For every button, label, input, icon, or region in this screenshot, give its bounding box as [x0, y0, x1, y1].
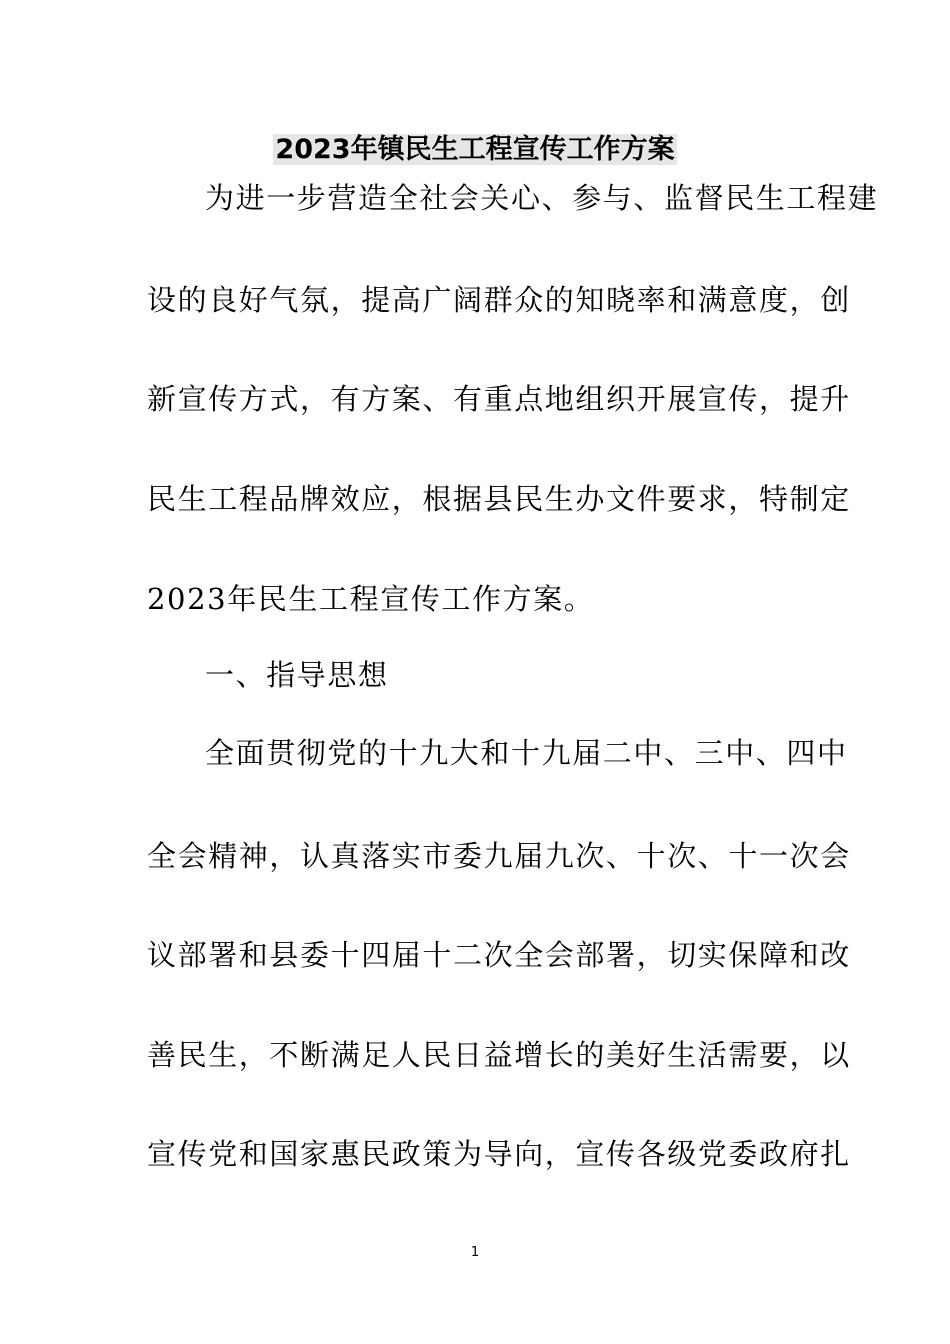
page-number: 1 [470, 1245, 480, 1260]
paragraph-line: 宣传党和国家惠民政策为导向，宣传各级党委政府扎 [147, 1137, 851, 1171]
document-title [0, 130, 950, 170]
paragraph-line: 民生工程品牌效应，根据县民生办文件要求，特制定 [147, 482, 851, 516]
paragraph-line: 全会精神，认真落实市委九届九次、十次、十一次会 [147, 839, 851, 873]
document-title-text: 2023年镇民生工程宣传工作方案 [275, 134, 675, 165]
paragraph-line: 设的良好气氛，提高广阔群众的知晓率和满意度，创 [147, 283, 851, 317]
paragraph-line: 全面贯彻党的十九大和十九届二中、三中、四中 [205, 736, 848, 770]
paragraph-line: 2023年民生工程宣传工作方案。 [147, 582, 595, 616]
paragraph-line: 善民生，不断满足人民日益增长的美好生活需要，以 [147, 1038, 851, 1072]
section-heading: 一、指导思想 [205, 658, 389, 692]
paragraph-line: 为进一步营造全社会关心、参与、监督民生工程建 [205, 181, 879, 215]
paragraph-line: 议部署和县委十四届十二次全会部署，切实保障和改 [147, 938, 851, 972]
paragraph-line: 新宣传方式，有方案、有重点地组织开展宣传，提升 [147, 382, 851, 416]
